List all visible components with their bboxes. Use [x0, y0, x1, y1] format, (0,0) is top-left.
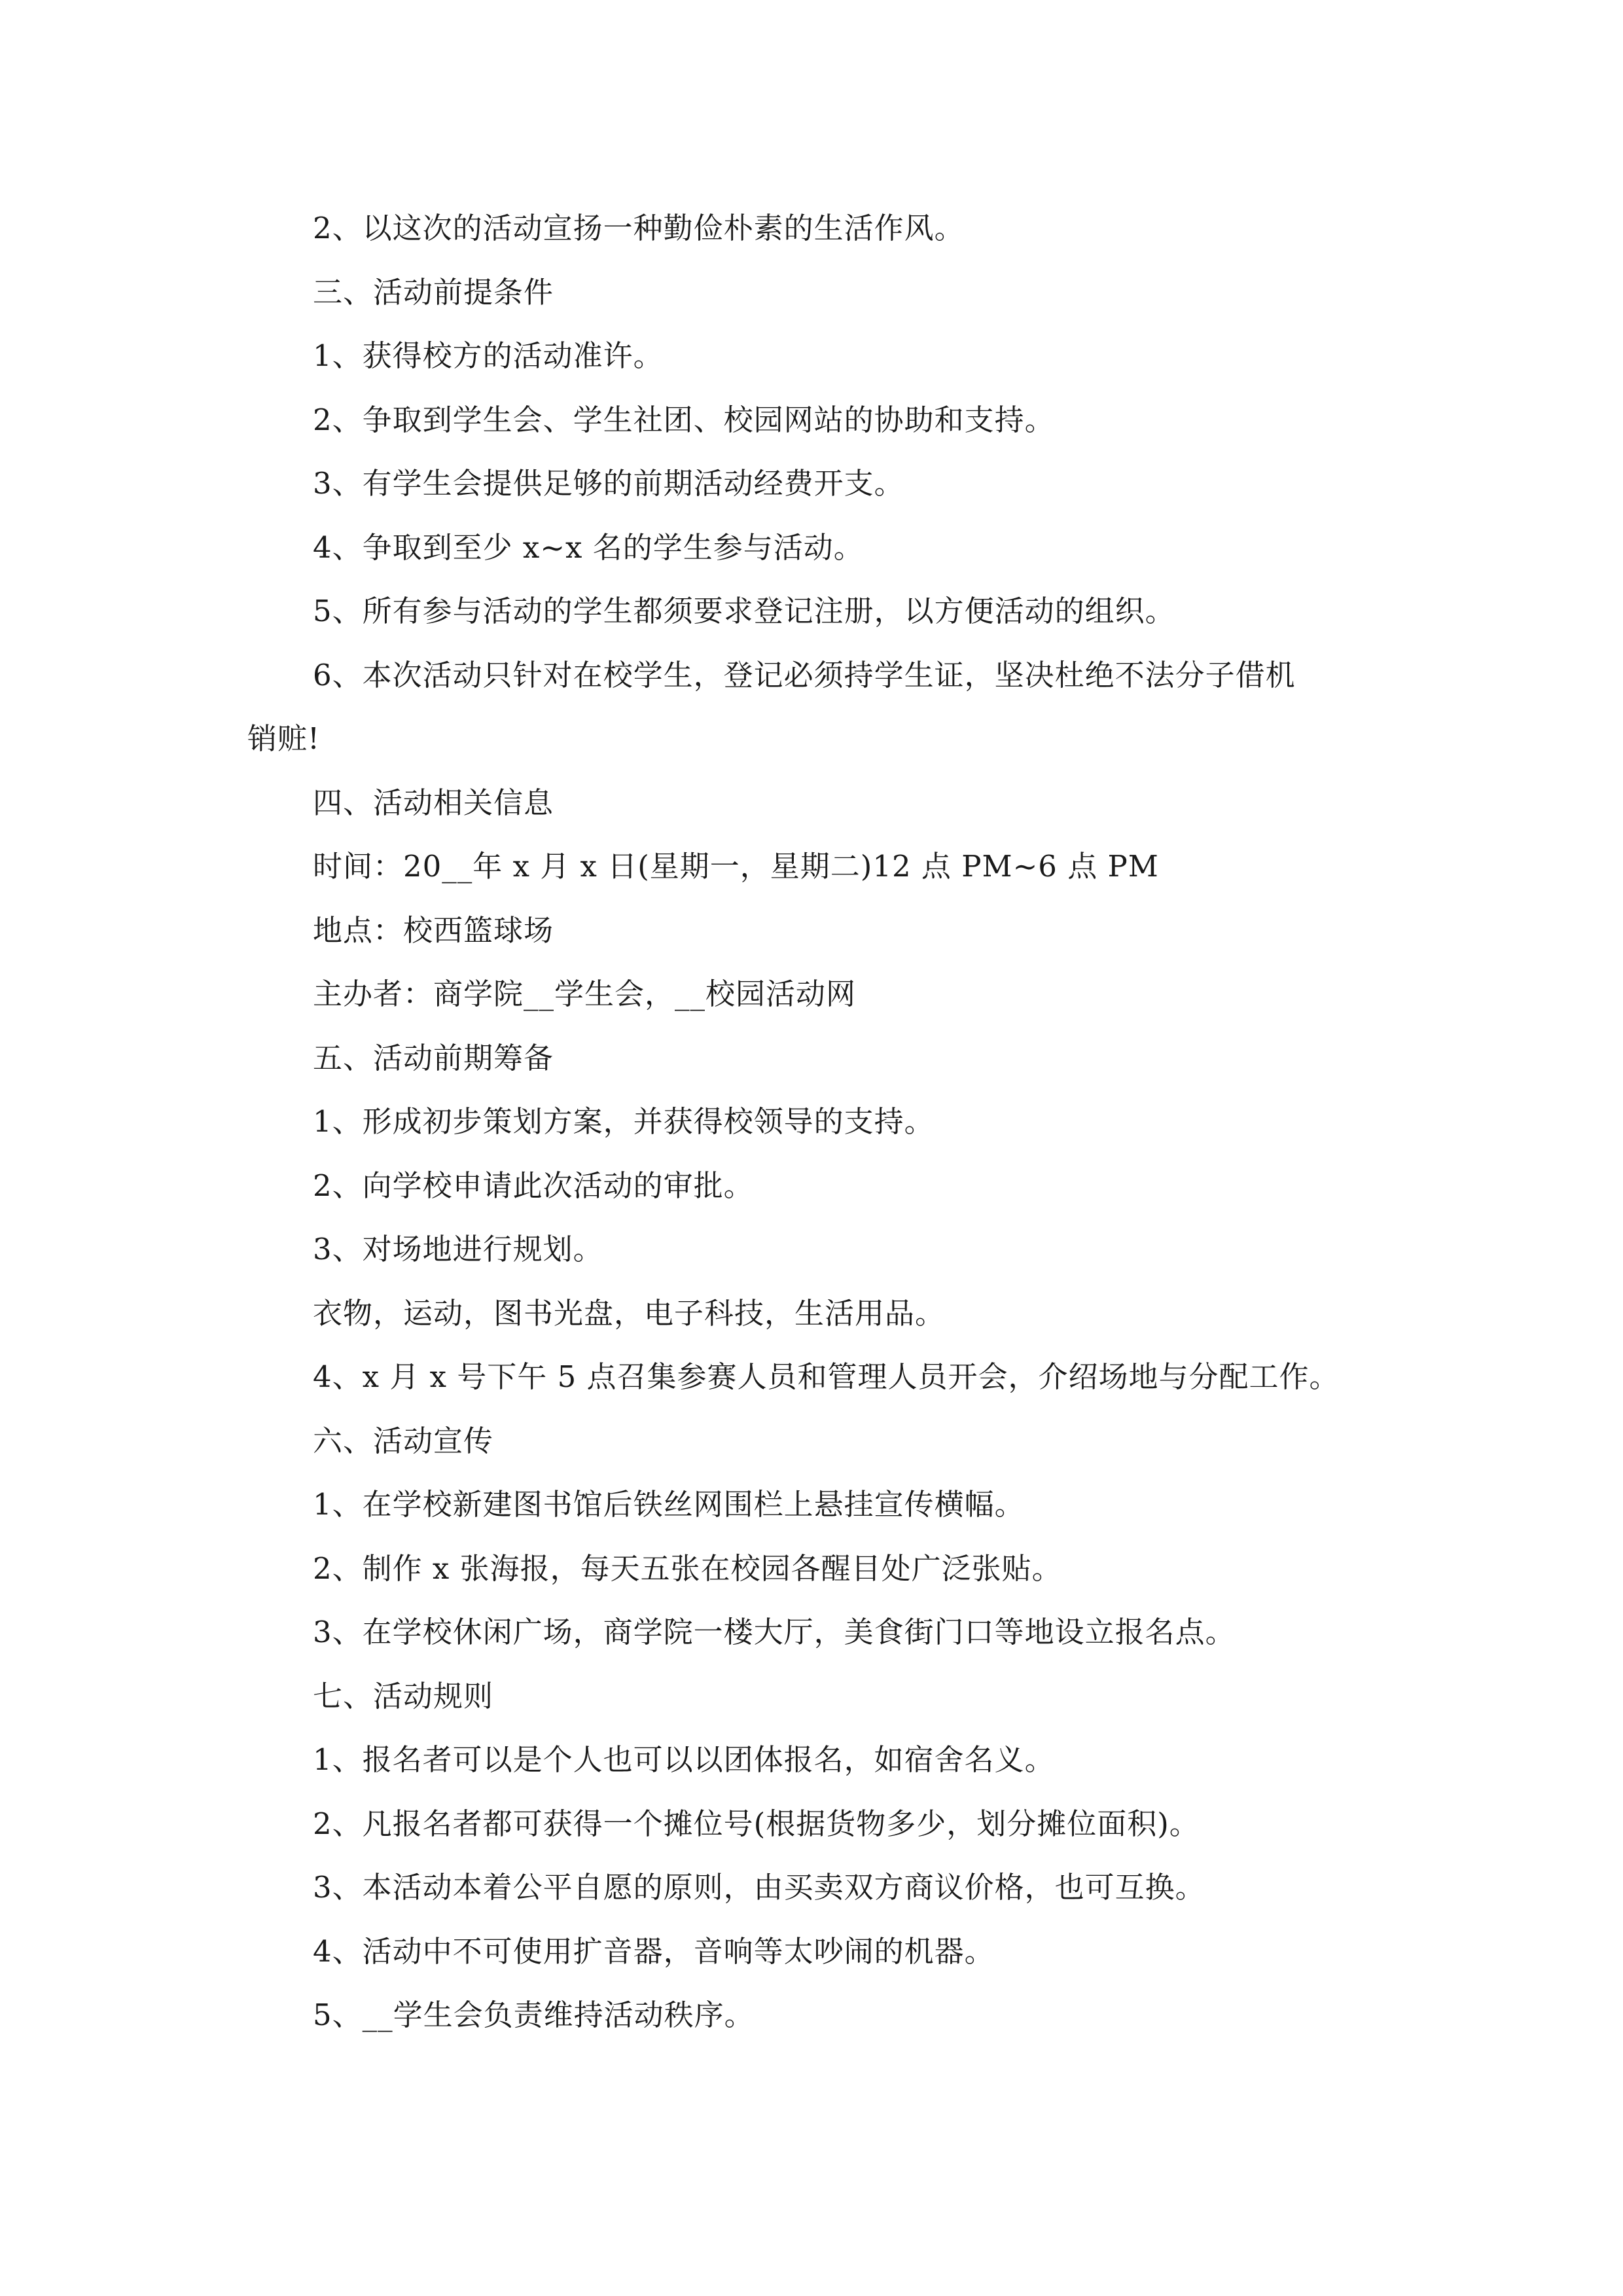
paragraph: 3、有学生会提供足够的前期活动经费开支。 — [313, 466, 904, 501]
paragraph: 5、所有参与活动的学生都须要求登记注册，以方便活动的组织。 — [313, 594, 1175, 628]
paragraph: 衣物，运动，图书光盘，电子科技，生活用品。 — [313, 1295, 946, 1331]
paragraph: 2、向学校申请此次活动的审批。 — [313, 1168, 754, 1203]
wrapped-paragraph — [247, 643, 1399, 771]
paragraph: 2、以这次的活动宣扬一种勤俭朴素的生活作风。 — [313, 211, 965, 245]
paragraph: 1、获得校方的活动准许。 — [313, 338, 664, 373]
info-location: 地点：校西篮球场 — [313, 912, 554, 948]
info-organizer: 主办者：商学院__学生会，__校园活动网 — [313, 977, 857, 1011]
paragraph: 2、制作 x 张海报，每天五张在校园各醒目处广泛张贴。 — [313, 1551, 1062, 1586]
document-body — [247, 196, 1399, 2047]
paragraph: 5、__学生会负责维持活动秩序。 — [313, 1998, 755, 2032]
paragraph: 3、在学校休闲广场，商学院一楼大厅，美食街门口等地设立报名点。 — [313, 1615, 1236, 1649]
section-heading: 七、活动规则 — [313, 1678, 494, 1713]
info-time: 时间：20__年 x 月 x 日(星期一，星期二)12 点 PM~6 点 PM — [313, 849, 1159, 884]
paragraph: 3、对场地进行规划。 — [313, 1232, 603, 1266]
paragraph: 4、争取到至少 x~x 名的学生参与活动。 — [313, 529, 864, 565]
paragraph: 2、凡报名者都可获得一个摊位号(根据货物多少，划分摊位面积)。 — [313, 1806, 1200, 1841]
paragraph: 4、活动中不可使用扩音器，音响等太吵闹的机器。 — [313, 1933, 995, 1969]
section-heading: 三、活动前提条件 — [313, 274, 554, 310]
section-heading: 四、活动相关信息 — [313, 785, 554, 820]
wrapped-paragraph-line-2: 销赃! — [247, 721, 321, 756]
paragraph: 4、x 月 x 号下午 5 点召集参赛人员和管理人员开会，介绍场地与分配工作。 — [313, 1359, 1340, 1394]
section-heading: 六、活动宣传 — [313, 1423, 494, 1458]
wrapped-paragraph-line-1: 6、本次活动只针对在校学生，登记必须持学生证，坚决杜绝不法分子借机 — [313, 657, 1296, 692]
paragraph: 1、报名者可以是个人也可以以团体报名，如宿舍名义。 — [313, 1742, 1055, 1777]
paragraph: 2、争取到学生会、学生社团、校园网站的协助和支持。 — [313, 402, 1055, 437]
section-heading: 五、活动前期筹备 — [313, 1040, 554, 1075]
paragraph: 1、形成初步策划方案，并获得校领导的支持。 — [313, 1104, 935, 1139]
paragraph: 3、本活动本着公平自愿的原则，由买卖双方商议价格，也可互换。 — [313, 1870, 1205, 1905]
paragraph: 1、在学校新建图书馆后铁丝网围栏上悬挂宣传横幅。 — [313, 1487, 1025, 1522]
